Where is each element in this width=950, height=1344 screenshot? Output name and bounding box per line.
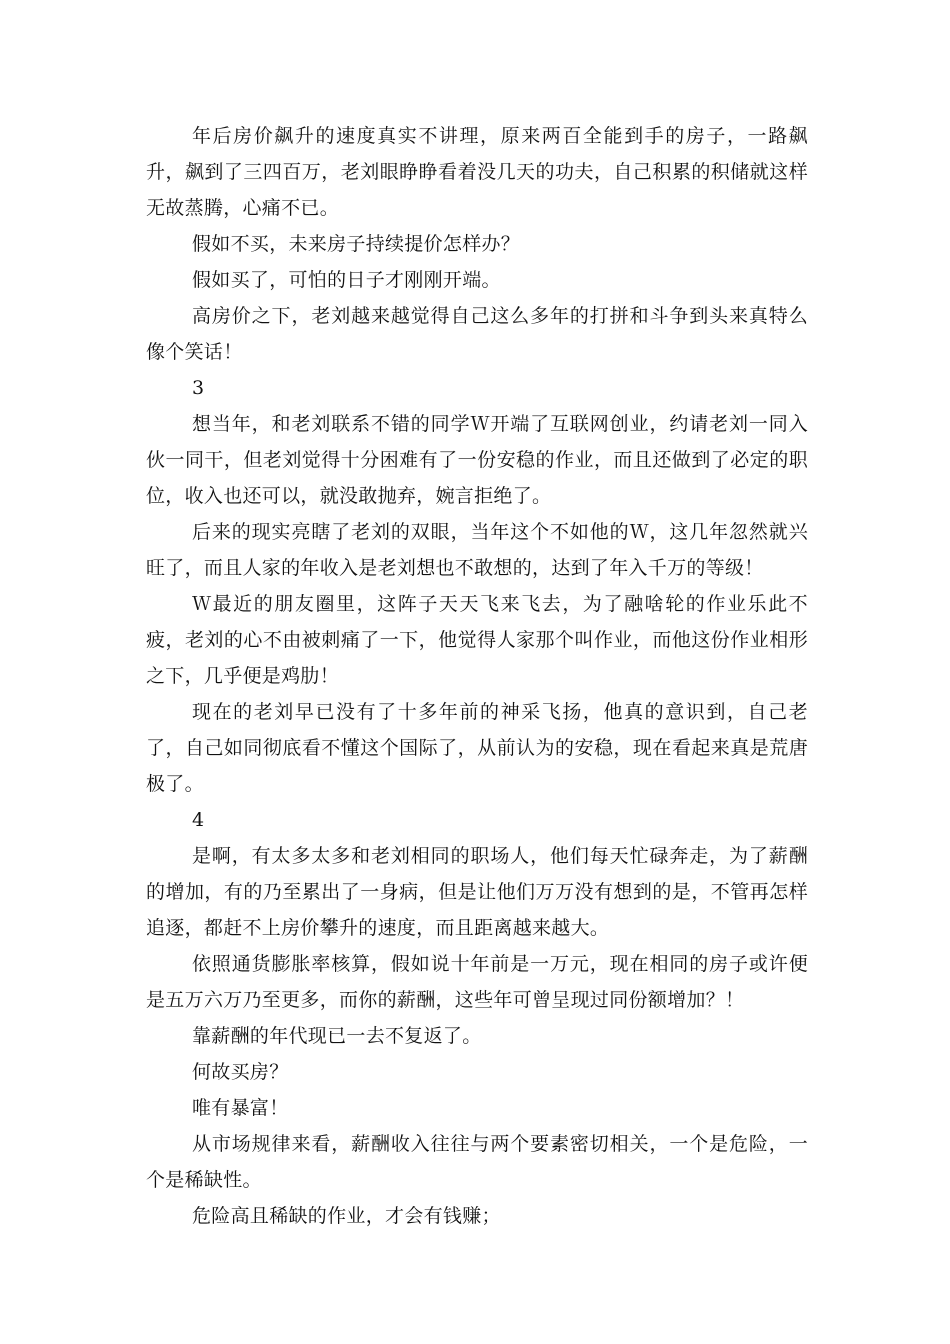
article-body: [146, 118, 808, 1234]
paragraph: 是啊，有太多太多和老刘相同的职场人，他们每天忙碌奔走，为了薪酬的增加，有的乃至累出了一身病，但是让他们万万没有想到的是，不管再怎样追逐，都赶不上房价攀升的速度，而且距离越来越大。: [146, 845, 808, 939]
paragraph: 高房价之下，老刘越来越觉得自己这么多年的打拼和斗争到头来真特么像个笑话！: [146, 305, 808, 363]
paragraph: 年后房价飙升的速度真实不讲理，原来两百全能到手的房子，一路飙升，飙到了三四百万，老刘眼睁睁看着没几天的功夫，自己积累的积储就这样无故蒸腾，心痛不已。: [146, 125, 808, 219]
paragraph: Ｗ最近的朋友圈里，这阵子天天飞来飞去，为了融啥轮的作业乐此不疲，老刘的心不由被刺痛了一下，他觉得人家那个叫作业，而他这份作业相形之下，几乎便是鸡肋！: [146, 593, 808, 687]
paragraph: 靠薪酬的年代现已一去不复返了。: [192, 1025, 482, 1047]
paragraph: 唯有暴富！: [192, 1097, 289, 1119]
section-number: 4: [192, 809, 205, 831]
paragraph: 依照通货膨胀率核算，假如说十年前是一万元，现在相同的房子或许便是五万六万乃至更多，而你的薪酬，这些年可曾呈现过同份额增加？！: [146, 953, 808, 1011]
paragraph: 危险高且稀缺的作业，才会有钱赚；: [192, 1205, 501, 1227]
paragraph: 假如不买，未来房子持续提价怎样办？: [192, 233, 521, 255]
section-number: 3: [192, 377, 205, 399]
paragraph: 后来的现实亮瞎了老刘的双眼，当年这个不如他的Ｗ，这几年忽然就兴旺了，而且人家的年收入是老刘想也不敢想的，达到了年入千万的等级！: [146, 521, 808, 579]
paragraph: 想当年，和老刘联系不错的同学Ｗ开端了互联网创业，约请老刘一同入伙一同干，但老刘觉得十分困难有了一份安稳的作业，而且还做到了必定的职位，收入也还可以，就没敢抛弃，婉言拒绝了。: [146, 413, 808, 507]
paragraph: 现在的老刘早已没有了十多年前的神采飞扬，他真的意识到，自己老了，自己如同彻底看不懂这个国际了，从前认为的安稳，现在看起来真是荒唐极了。: [146, 701, 808, 795]
paragraph: 何故买房？: [192, 1061, 289, 1083]
paragraph: 从市场规律来看，薪酬收入往往与两个要素密切相关，一个是危险，一个是稀缺性。: [146, 1133, 808, 1191]
paragraph: 假如买了，可怕的日子才刚刚开端。: [192, 269, 501, 291]
